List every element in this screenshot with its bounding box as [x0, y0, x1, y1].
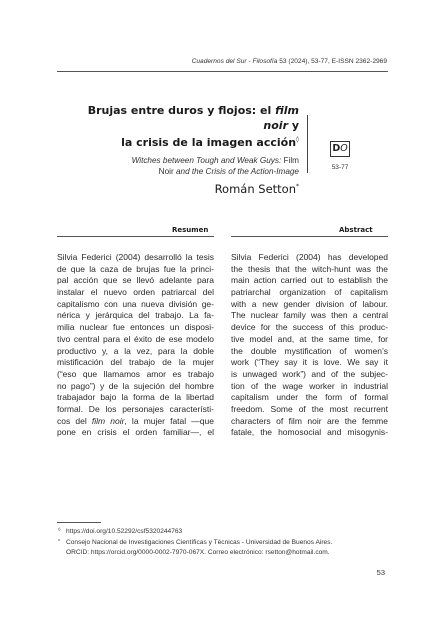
text-line: the double mystification of women’s: [231, 345, 388, 356]
title-block: [69, 104, 299, 196]
author-text: Román Setton: [214, 181, 296, 196]
text-line: [57, 416, 214, 428]
footnote-mark-author: *: [58, 539, 60, 545]
title-text: Brujas entre duros y flojos: el: [87, 104, 276, 117]
article-title: [69, 104, 299, 151]
text-line: work (“They say it is love. We say it: [231, 357, 388, 368]
footnote-mark-doi: ◊: [58, 527, 61, 533]
abstract-rule: [231, 236, 388, 237]
article-subtitle: [69, 155, 299, 178]
text-line: de que la caza de brujas fue la princi-: [57, 263, 214, 274]
text-line: milia nuclear fue entonces un disposi-: [57, 322, 214, 333]
running-header: [192, 58, 387, 65]
text-line: instalar el nuevo orden patriarcal del: [57, 287, 214, 298]
text-line: The nuclear family was then a central: [231, 310, 388, 321]
text-line: (“eso que llamamos amor es trabajo: [57, 368, 214, 379]
author-name: [69, 182, 299, 196]
subtitle-part: Noir: [158, 167, 174, 176]
footnote-rule: [57, 522, 101, 523]
resumen-heading: Resumen: [172, 226, 209, 234]
text-line: freedom. Some of the most recurrent: [231, 403, 388, 414]
text-line: pone en crisis el orden familiar—, el: [57, 427, 214, 438]
doi-footnote-mark: ◊: [296, 136, 299, 143]
text-fragment: cos del: [57, 415, 92, 426]
text-line: mistificación del trabajo de la mujer: [57, 357, 214, 368]
text-line: tion of the wage worker in industrial: [231, 380, 388, 391]
header-rule: [57, 71, 388, 72]
text-line: formal. De los personajes característi-: [57, 403, 214, 414]
text-line: capitalism under the form of formal: [231, 392, 388, 403]
text-line: main action carried out to establish the: [231, 275, 388, 286]
text-line: no pago”) y de la sujeción del hombre: [57, 380, 214, 391]
text-line: patriarchal organization of capitalism: [231, 287, 388, 298]
abstract-heading: Abstract: [339, 226, 373, 234]
text-line: device for the success of this produc-: [231, 322, 388, 333]
author-footnote-mark: *: [296, 182, 299, 190]
footnote-contact: ORCID: https://orcid.org/0000-0002-7970-067X. Correo electrónico: rsetton@hotmail.com.: [66, 549, 330, 556]
text-line: Silvia Federici (2004) desarrolló la tesis: [57, 252, 214, 262]
text-italic: film noir: [91, 415, 125, 426]
title-divider: [307, 115, 308, 173]
subtitle-part: Film: [281, 155, 299, 165]
subtitle-part: and the Crisis of the Action-Image: [173, 167, 299, 176]
resumen-text: [57, 252, 214, 439]
logo-letter-o: O: [340, 143, 348, 154]
text-line: with a new gender division of labour.: [231, 298, 388, 309]
text-line: is unwaged work”) and of the subjec-: [231, 368, 388, 379]
text-line: fatale, the homosocial and misogynis-: [231, 427, 388, 438]
journal-name: Cuadernos del Sur - Filosofía: [191, 58, 278, 65]
abstract-text: [231, 252, 388, 439]
text-fragment: , la mujer fatal —que: [124, 415, 214, 426]
text-line: trabajador bajo la forma de la libertad: [57, 392, 214, 403]
text-line: characters of film noir are the femme: [231, 415, 388, 426]
text-line: pal acción que se llevó adelante para: [57, 275, 214, 286]
subtitle-part: Witches between Tough and Weak Guys:: [131, 155, 282, 165]
logo-letter-d: D: [332, 143, 341, 154]
title-line-2: la crisis de la imagen acción: [121, 136, 297, 149]
text-line: tivo central para el éxito de ese modelo: [57, 333, 214, 344]
resumen-rule: [57, 236, 214, 237]
text-line: capitalismo con una nueva división ge-: [57, 298, 214, 309]
footnote-affiliation: Consejo Nacional de Investigaciones Científicas y Técnicas - Universidad de Buenos Aires.: [66, 539, 333, 546]
page-number: 53: [376, 568, 385, 577]
title-text-end: y: [288, 118, 299, 132]
text-line: nérica y jerárquica del trabajo. La fa-: [57, 310, 214, 321]
text-line: productivo y, a la vez, para la doble: [57, 345, 214, 356]
journal-issue: 53 (2024), 53-77, E-ISSN 2362-2969: [279, 58, 387, 65]
text-line: Silvia Federici (2004) has developed: [231, 252, 388, 262]
footnote-doi[interactable]: https://doi.org/10.52292/csf5320244763: [66, 528, 183, 535]
text-line: tive model and, at the same time, for: [231, 333, 388, 344]
page-range: 53-77: [331, 164, 349, 171]
title-emphasis: film noir: [263, 104, 299, 132]
do-logo: [330, 141, 350, 157]
text-line: the thesis that the witch-hunt was the: [231, 263, 388, 274]
